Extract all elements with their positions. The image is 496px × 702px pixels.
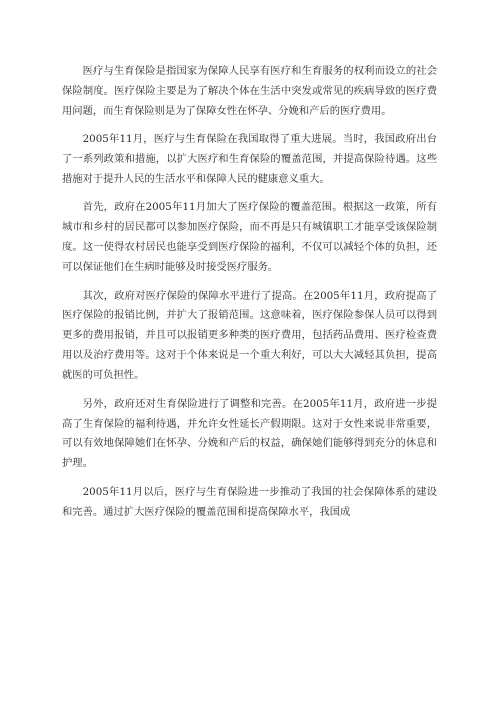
paragraph-intro: 医疗与生育保险是指国家为保障人民享有医疗和生育服务的权利而设立的社会保险制度。医疗保险主要是为了解决个体在生活中突发或常见的疾病导致的医疗费用问题，而生育保险则是为了保障女性在怀孕、分娩和产后的医疗费用。 [62, 65, 437, 117]
paragraph-progress-2005: 2005年11月，医疗与生育保险在我国取得了重大进展。当时，我国政府出台了一系列政策和措施，以扩大医疗和生育保险的覆盖范围，并提高保险待遇。这些措施对于提升人民的生活水平和保障人民的健康意义重大。 [62, 133, 437, 186]
document-body [62, 62, 437, 531]
paragraph-maternity-insurance: 另外，政府还对生育保险进行了调整和完善。在2005年11月，政府进一步提高了生育保险的福利待遇，并允许女性延长产假期限。这对于女性来说非常重要，可以有效地保障她们在怀孕、分娩和产后的权益，确保她们能够得到充分的休息和护理。 [62, 397, 437, 470]
paragraph-coverage-expansion: 首先，政府在2005年11月加大了医疗保险的覆盖范围。根据这一政策，所有城市和乡村的居民都可以参加医疗保险，而不再是只有城镇职工才能享受该保险制度。这一使得农村居民也能享受到医疗保险的福利，不仅可以减轻个体的负担，还可以保证他们在生病时能够及时接受医疗服务。 [62, 201, 437, 274]
paragraph-social-security: 2005年11月以后，医疗与生育保险进一步推动了我国的社会保障体系的建设和完善。通过扩大医疗保险的覆盖范围和提高保障水平，我国成 [62, 485, 437, 518]
paragraph-benefit-increase: 其次，政府对医疗保险的保障水平进行了提高。在2005年11月，政府提高了医疗保险的报销比例，并扩大了报销范围。这意味着，医疗保险参保人员可以得到更多的费用报销，并且可以报销更多种类的医疗费用，包括药品费用、医疗检查费用以及治疗费用等。这对于个体来说是一个重大利好，可以大大减轻其负担，提高就医的可负担性。 [62, 289, 437, 382]
